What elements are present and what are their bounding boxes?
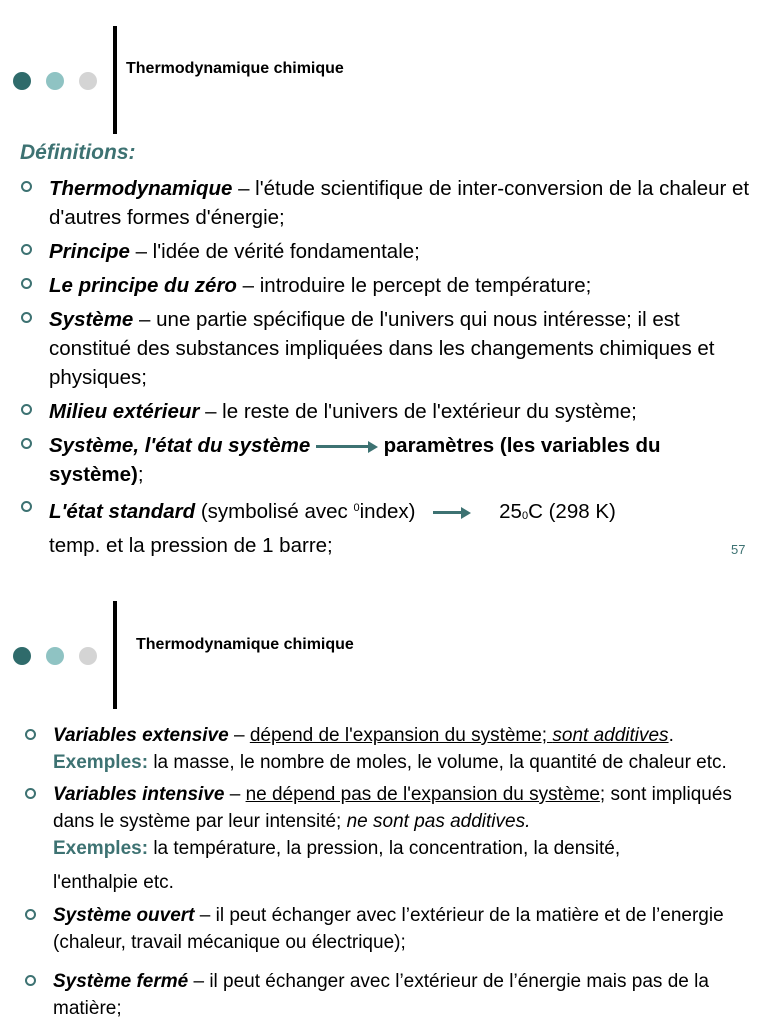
light-teal-dot-icon xyxy=(46,647,64,665)
circle-bullet-icon xyxy=(21,404,32,415)
standard-text-a: (symbolisé avec xyxy=(195,500,354,523)
page-number: 57 xyxy=(731,542,746,557)
list-item xyxy=(49,397,754,426)
ferme-definition: – il peut échanger avec l’extérieur de l’énergie mais pas de la matière; xyxy=(53,971,709,1019)
term: Principe xyxy=(49,240,130,263)
term: Système, l'état du système xyxy=(49,434,311,457)
variables-list xyxy=(53,722,758,1022)
term: Milieu extérieur xyxy=(49,400,200,423)
circle-bullet-icon xyxy=(21,438,32,449)
slide-2-title: Thermodynamique chimique xyxy=(136,636,354,653)
standard-temp: 25 xyxy=(499,500,522,523)
degree-subscript: 0 xyxy=(521,510,529,522)
circle-bullet-icon xyxy=(21,312,32,323)
circle-bullet-icon xyxy=(25,975,36,986)
title-divider xyxy=(113,26,117,134)
list-item xyxy=(53,781,758,896)
standard-text-c: C (298 K) xyxy=(528,500,616,523)
term: Variables extensive xyxy=(53,725,229,746)
definition: – l'idée de vérité fondamentale; xyxy=(129,240,420,263)
term: Variables intensive xyxy=(53,784,225,805)
dark-teal-dot-icon xyxy=(13,647,31,665)
definitions-list xyxy=(49,174,754,565)
definition: – le reste de l'univers de l'extérieur du système; xyxy=(199,400,637,423)
etat-parameters: paramètres (les variables du système) xyxy=(49,434,661,486)
standard-text-b: index) xyxy=(359,500,416,523)
list-item xyxy=(53,902,758,956)
circle-bullet-icon xyxy=(21,278,32,289)
intensive-examples: la température, la pression, la concentration, la densité, xyxy=(148,838,621,859)
arrow-right-icon xyxy=(433,506,471,520)
list-item xyxy=(53,722,758,776)
extensive-additive: sont additives xyxy=(552,725,669,746)
definition: – introduire le percept de température; xyxy=(236,274,592,297)
period: . xyxy=(668,725,674,746)
intensive-examples-2: l'enthalpie etc. xyxy=(53,872,174,893)
extensive-definition: dépend de l'expansion du système; xyxy=(249,725,553,746)
list-item xyxy=(49,174,754,232)
term: Système xyxy=(49,308,134,331)
term: L'état standard xyxy=(49,500,196,523)
extensive-examples: la masse, le nombre de moles, le volume, la quantité de chaleur etc. xyxy=(148,752,727,773)
circle-bullet-icon xyxy=(21,244,32,255)
dark-teal-dot-icon xyxy=(13,72,31,90)
term: Thermodynamique xyxy=(49,177,233,200)
circle-bullet-icon xyxy=(25,909,36,920)
term: Le principe du zéro xyxy=(49,274,237,297)
superscript-zero: 0 xyxy=(353,502,360,514)
list-item xyxy=(49,305,754,392)
definition: – l'étude scientifique de inter-conversion de la chaleur et d'autres formes d'énergie; xyxy=(49,177,750,229)
intensive-definition: ne dépend pas de l'expansion du système xyxy=(245,784,600,805)
light-teal-dot-icon xyxy=(46,72,64,90)
ouvert-definition: – il peut échanger avec l’extérieur de la matière et de l’energie (chaleur, travail mécanique ou électrique); xyxy=(53,905,724,953)
examples-label: Exemples: xyxy=(53,752,149,773)
dash: – xyxy=(224,784,246,805)
standard-text-d: temp. et la pression de 1 barre; xyxy=(49,534,333,557)
definitions-heading: Définitions: xyxy=(20,141,136,164)
grey-dot-icon xyxy=(79,647,97,665)
term: Système fermé xyxy=(53,971,189,992)
definition: – une partie spécifique de l'univers qui nous intéresse; il est constitué des substances impliquées dans les changements chimiques et physiques; xyxy=(49,308,715,389)
intensive-not-additive: ne sont pas additives. xyxy=(346,811,531,832)
list-item xyxy=(49,271,754,300)
dash: – xyxy=(228,725,250,746)
examples-label: Exemples: xyxy=(53,838,149,859)
list-item xyxy=(49,494,754,560)
arrow-right-icon xyxy=(316,440,378,454)
term: Système ouvert xyxy=(53,905,195,926)
list-item xyxy=(49,237,754,266)
circle-bullet-icon xyxy=(25,729,36,740)
title-divider xyxy=(113,601,117,709)
etat-end: ; xyxy=(137,463,144,486)
list-item xyxy=(49,431,754,489)
circle-bullet-icon xyxy=(21,181,32,192)
circle-bullet-icon xyxy=(25,788,36,799)
intensive-middle: ; sont impliqués dans le système par leur intensité; xyxy=(53,784,732,832)
grey-dot-icon xyxy=(79,72,97,90)
list-item xyxy=(53,968,758,1022)
slide-1-title: Thermodynamique chimique xyxy=(126,60,344,77)
circle-bullet-icon xyxy=(21,501,32,512)
